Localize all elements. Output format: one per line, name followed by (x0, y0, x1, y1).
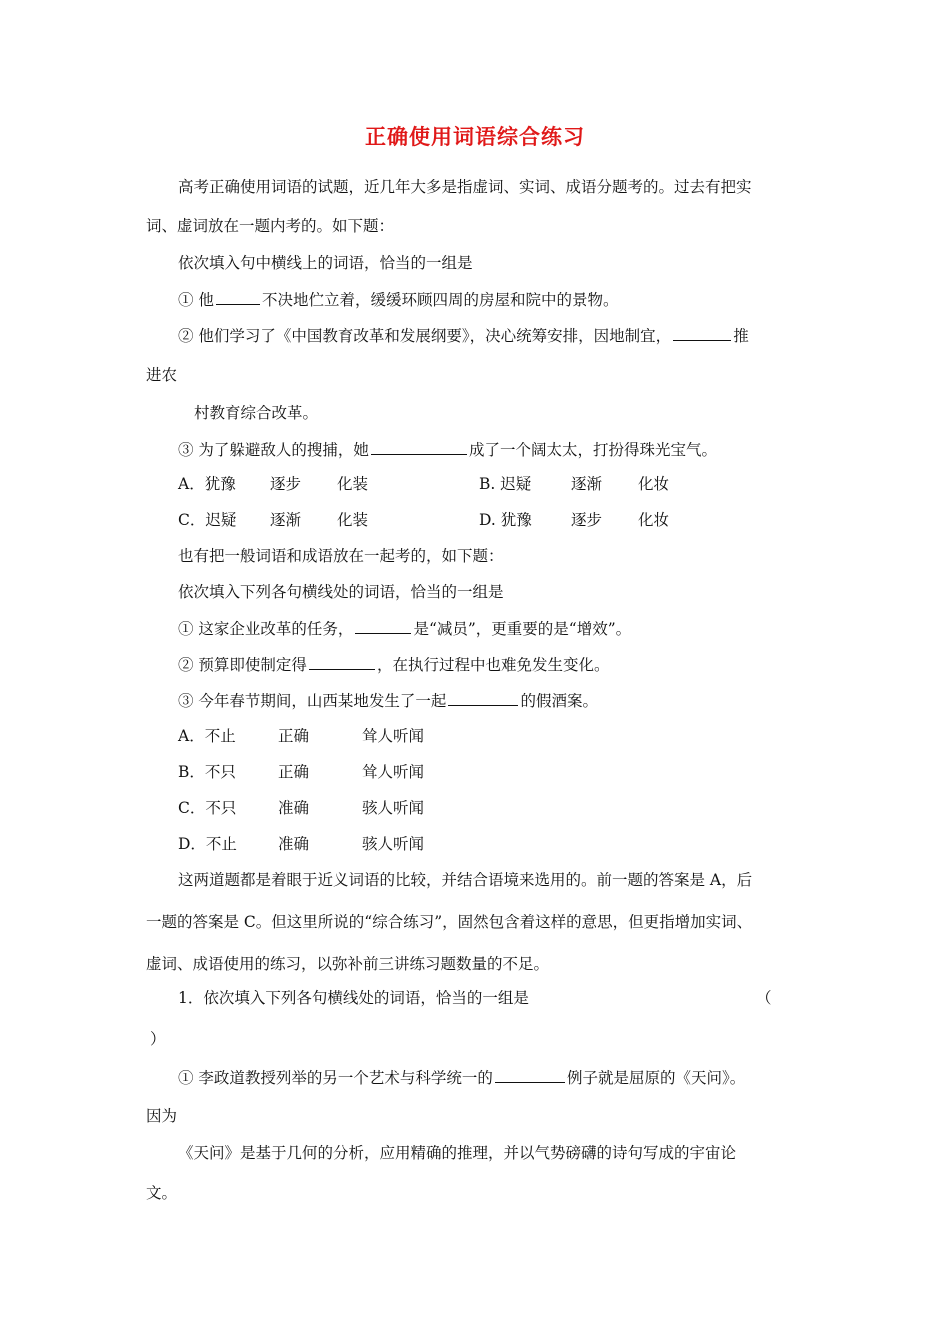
question-1-sentence-1-cont3: 文。 (146, 1184, 178, 1202)
summary-line-1: 这两道题都是着眼于近义词语的比较，并结合语境来选用的。前一题的答案是 A，后 (178, 871, 753, 889)
example1-option-b (479, 473, 669, 495)
fill-blank (216, 288, 260, 305)
option-label: B. 迟疑 (479, 475, 532, 493)
sentence-text: ，在执行过程中也难免发生变化。 (376, 656, 610, 674)
sentence-text: 是“减员”，更重要的是“增效”。 (413, 620, 632, 638)
sentence-text: 不决地伫立着，缓缓环顾四周的房屋和院中的景物。 (261, 291, 619, 309)
fill-blank (495, 1066, 565, 1083)
example2-sentence-3 (178, 689, 598, 712)
option-word: 化装 (337, 511, 369, 529)
example1-option-a (178, 473, 368, 495)
option-word: 逐步 (571, 511, 603, 529)
option-word: 化妆 (638, 511, 670, 529)
sentence-text: ② 预算即使制定得 (178, 656, 307, 674)
example1-sentence-1 (178, 288, 618, 311)
fill-blank (371, 438, 467, 455)
summary-line-2: 一题的答案是 C。但这里所说的“综合练习”，固然包含着这样的意思，但更指增加实词、 (146, 913, 753, 931)
option-label: A．犹豫 (178, 475, 236, 493)
sentence-text: ① 他 (178, 291, 214, 309)
example2-option-d (178, 833, 424, 855)
sentence-text: ③ 为了躲避敌人的搜捕，她 (178, 441, 369, 459)
fill-blank (448, 689, 518, 706)
option-label: B．不只 (178, 763, 236, 781)
fill-blank (673, 324, 731, 341)
option-label: D．不止 (178, 835, 237, 853)
sentence-text: 例子就是屈原的《天问》。 (566, 1069, 746, 1087)
option-label: A．不止 (178, 727, 236, 745)
example2-lead: 也有把一般词语和成语放在一起考的，如下题： (178, 547, 504, 565)
example2-option-a (178, 725, 424, 747)
example1-option-d (479, 509, 669, 531)
page-title: 正确使用词语综合练习 (365, 125, 585, 149)
example2-sentence-2 (178, 653, 609, 676)
question-1-sentence-1 (178, 1066, 745, 1089)
option-word: 化装 (337, 475, 369, 493)
summary-line-3: 虚词、成语使用的练习，以弥补前三讲练习题数量的不足。 (146, 955, 550, 973)
sentence-text: 推 (733, 327, 749, 345)
option-word: 耸人听闻 (362, 763, 425, 781)
option-word: 逐渐 (270, 511, 302, 529)
option-word: 化妆 (638, 475, 670, 493)
example2-option-b (178, 761, 424, 783)
intro-line-1: 高考正确使用词语的试题，近几年大多是指虚词、实词、成语分题考的。过去有把实 (178, 178, 752, 196)
answer-paren-open: （ (756, 989, 772, 1007)
option-word: 逐步 (270, 475, 302, 493)
example1-sentence-2-cont2: 村教育综合改革。 (194, 404, 319, 422)
option-word: 准确 (278, 799, 310, 817)
example2-sentence-1 (178, 617, 631, 640)
option-word: 耸人听闻 (362, 727, 425, 745)
sentence-text: ① 这家企业改革的任务， (178, 620, 354, 638)
option-word: 正确 (278, 763, 310, 781)
example1-option-c (178, 509, 368, 531)
option-word: 准确 (278, 835, 310, 853)
option-label: C．迟疑 (178, 511, 237, 529)
option-label: D. 犹豫 (479, 511, 532, 529)
example1-sentence-3 (178, 438, 717, 461)
answer-paren-close: ） (150, 1030, 166, 1048)
fill-blank (355, 617, 411, 634)
example1-sentence-2-cont: 进农 (146, 366, 178, 384)
intro-line-2: 词、虚词放在一题内考的。如下题： (146, 217, 395, 235)
sentence-text: ③ 今年春节期间，山西某地发生了一起 (178, 692, 447, 710)
sentence-text: 的假酒案。 (520, 692, 598, 710)
example2-prompt: 依次填入下列各句横线处的词语，恰当的一组是 (178, 583, 504, 601)
option-label: C．不只 (178, 799, 237, 817)
sentence-text: 成了一个阔太太，打扮得珠光宝气。 (468, 441, 717, 459)
example1-prompt: 依次填入句中横线上的词语，恰当的一组是 (178, 254, 473, 272)
sentence-text: ① 李政道教授列举的另一个艺术与科学统一的 (178, 1069, 493, 1087)
option-word: 正确 (278, 727, 310, 745)
fill-blank (309, 653, 375, 670)
question-1-sentence-1-cont2: 《天问》是基于几何的分析，应用精确的推理，并以气势磅礴的诗句写成的宇宙论 (178, 1144, 737, 1162)
option-word: 骇人听闻 (362, 799, 425, 817)
example1-sentence-2 (178, 324, 749, 347)
sentence-text: ② 他们学习了《中国教育改革和发展纲要》，决心统筹安排，因地制宜， (178, 327, 672, 345)
example2-option-c (178, 797, 424, 819)
option-word: 骇人听闻 (362, 835, 425, 853)
option-word: 逐渐 (571, 475, 603, 493)
question-1-sentence-1-cont: 因为 (146, 1107, 178, 1125)
question-1-prompt: 1．依次填入下列各句横线处的词语，恰当的一组是 (178, 989, 529, 1007)
